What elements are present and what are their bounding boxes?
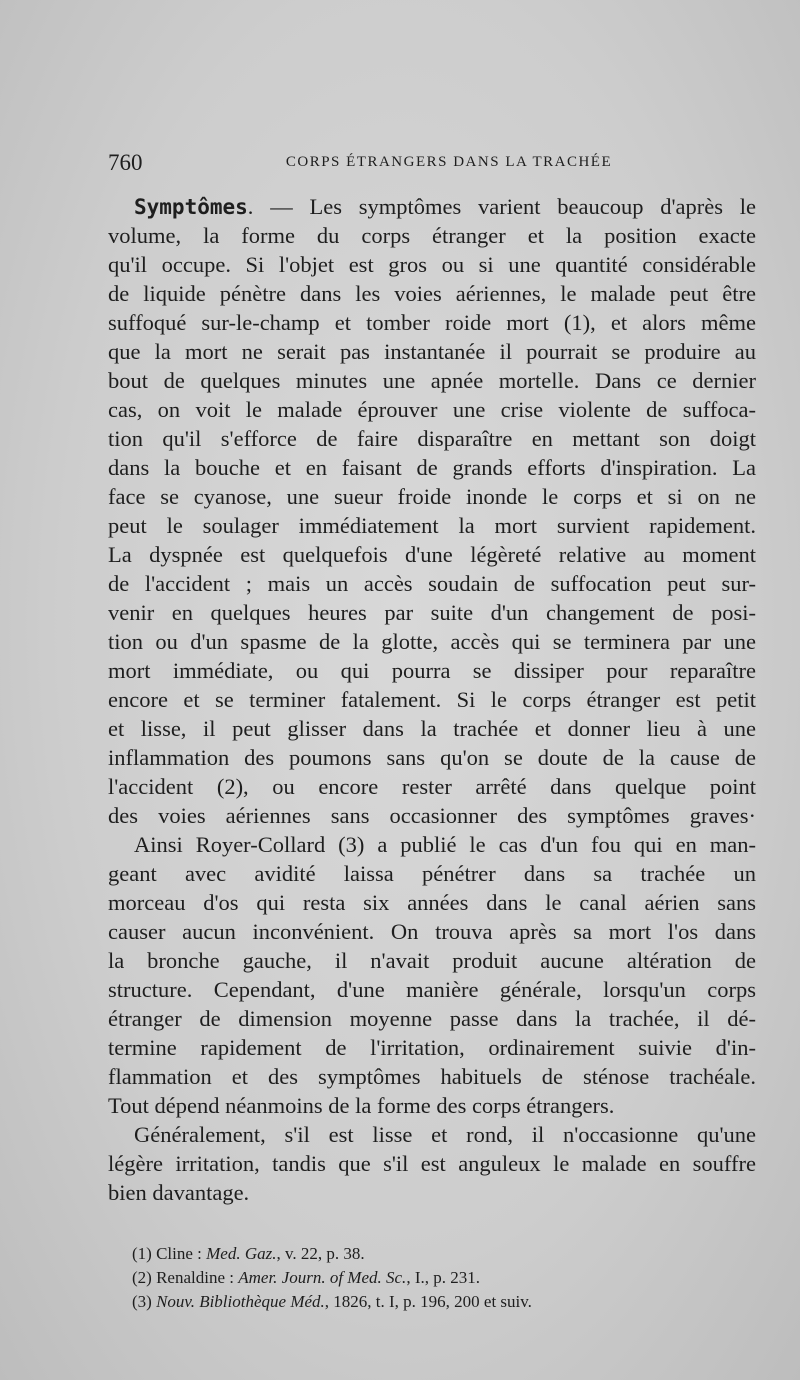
- text-line: face se cyanose, une sueur froide inonde le corps et si on ne: [108, 484, 756, 509]
- text-line: mort immédiate, ou qui pourra se dissiper pour reparaître: [108, 658, 756, 683]
- text-line: bien davantage.: [108, 1180, 250, 1205]
- footnote: (2) Renaldine : Amer. Journ. of Med. Sc., I., p. 231.: [132, 1268, 480, 1287]
- footnote: (3) Nouv. Bibliothèque Méd., 1826, t. I, p. 196, 200 et suiv.: [132, 1292, 532, 1311]
- text-line: étranger de dimension moyenne passe dans la trachée, il dé-: [108, 1006, 756, 1031]
- footnotes: [132, 1242, 752, 1314]
- text-line: des voies aériennes sans occasionner des symptômes graves·: [108, 803, 756, 828]
- text-line: termine rapidement de l'irritation, ordinairement suivie d'in-: [108, 1035, 756, 1060]
- text-line: tion qu'il s'efforce de faire disparaître en mettant son doigt: [108, 426, 756, 451]
- text-line: tion ou d'un spasme de la glotte, accès qui se terminera par une: [108, 629, 756, 654]
- page-header: [108, 150, 750, 178]
- text-line: causer aucun inconvénient. On trouva après sa mort l'os dans: [108, 919, 756, 944]
- text-line: volume, la forme du corps étranger et la position exacte: [108, 223, 756, 248]
- text-line: inflammation des poumons sans qu'on se doute de la cause de: [108, 745, 756, 770]
- running-title: CORPS ÉTRANGERS DANS LA TRACHÉE: [285, 154, 613, 170]
- text-line: geant avec avidité laissa pénétrer dans sa trachée un: [108, 861, 756, 886]
- text-line: bout de quelques minutes une apnée mortelle. Dans ce dernier: [108, 368, 756, 393]
- text-line: que la mort ne serait pas instantanée il pourrait se produire au: [108, 339, 756, 364]
- text-line: peut le soulager immédiatement la mort survient rapidement.: [108, 513, 756, 538]
- text-line: encore et se terminer fatalement. Si le corps étranger est petit: [108, 687, 756, 712]
- text-line: et lisse, il peut glisser dans la trachée et donner lieu à une: [108, 716, 756, 741]
- text-line: flammation et des symptômes habituels de sténose trachéale.: [108, 1064, 756, 1089]
- text-line: morceau d'os qui resta six années dans le canal aérien sans: [108, 890, 756, 915]
- text-line: la bronche gauche, il n'avait produit aucune altération de: [108, 948, 756, 973]
- text-line: Ainsi Royer-Collard (3) a publié le cas d'un fou qui en man-: [134, 832, 756, 857]
- text-line: cas, on voit le malade éprouver une crise violente de suffoca-: [108, 397, 756, 422]
- text-line: de liquide pénètre dans les voies aériennes, le malade peut être: [108, 281, 756, 306]
- text-line: Tout dépend néanmoins de la forme des corps étrangers.: [108, 1093, 615, 1118]
- text-line: Symptômes. — Les symptômes varient beaucoup d'après le: [134, 194, 756, 219]
- page-number: 760: [108, 150, 143, 175]
- text-line: suffoqué sur-le-champ et tomber roide mort (1), et alors même: [108, 310, 756, 335]
- text-line: de l'accident ; mais un accès soudain de suffocation peut sur-: [108, 571, 756, 596]
- text-line: La dyspnée est quelquefois d'une légèreté relative au moment: [108, 542, 756, 567]
- text-line: qu'il occupe. Si l'objet est gros ou si une quantité considérable: [108, 252, 756, 277]
- text-line: structure. Cependant, d'une manière générale, lorsqu'un corps: [108, 977, 756, 1002]
- text-line: venir en quelques heures par suite d'un changement de posi-: [108, 600, 756, 625]
- text-line: Généralement, s'il est lisse et rond, il n'occasionne qu'une: [134, 1122, 756, 1147]
- text-line: légère irritation, tandis que s'il est anguleux le malade en souffre: [108, 1151, 756, 1176]
- text-line: l'accident (2), ou encore rester arrêté dans quelque point: [108, 774, 756, 799]
- body-text: [108, 192, 756, 1207]
- section-lead: Symptômes: [134, 195, 248, 219]
- footnote: (1) Cline : Med. Gaz., v. 22, p. 38.: [132, 1244, 365, 1263]
- text-line: dans la bouche et en faisant de grands efforts d'inspiration. La: [108, 455, 756, 480]
